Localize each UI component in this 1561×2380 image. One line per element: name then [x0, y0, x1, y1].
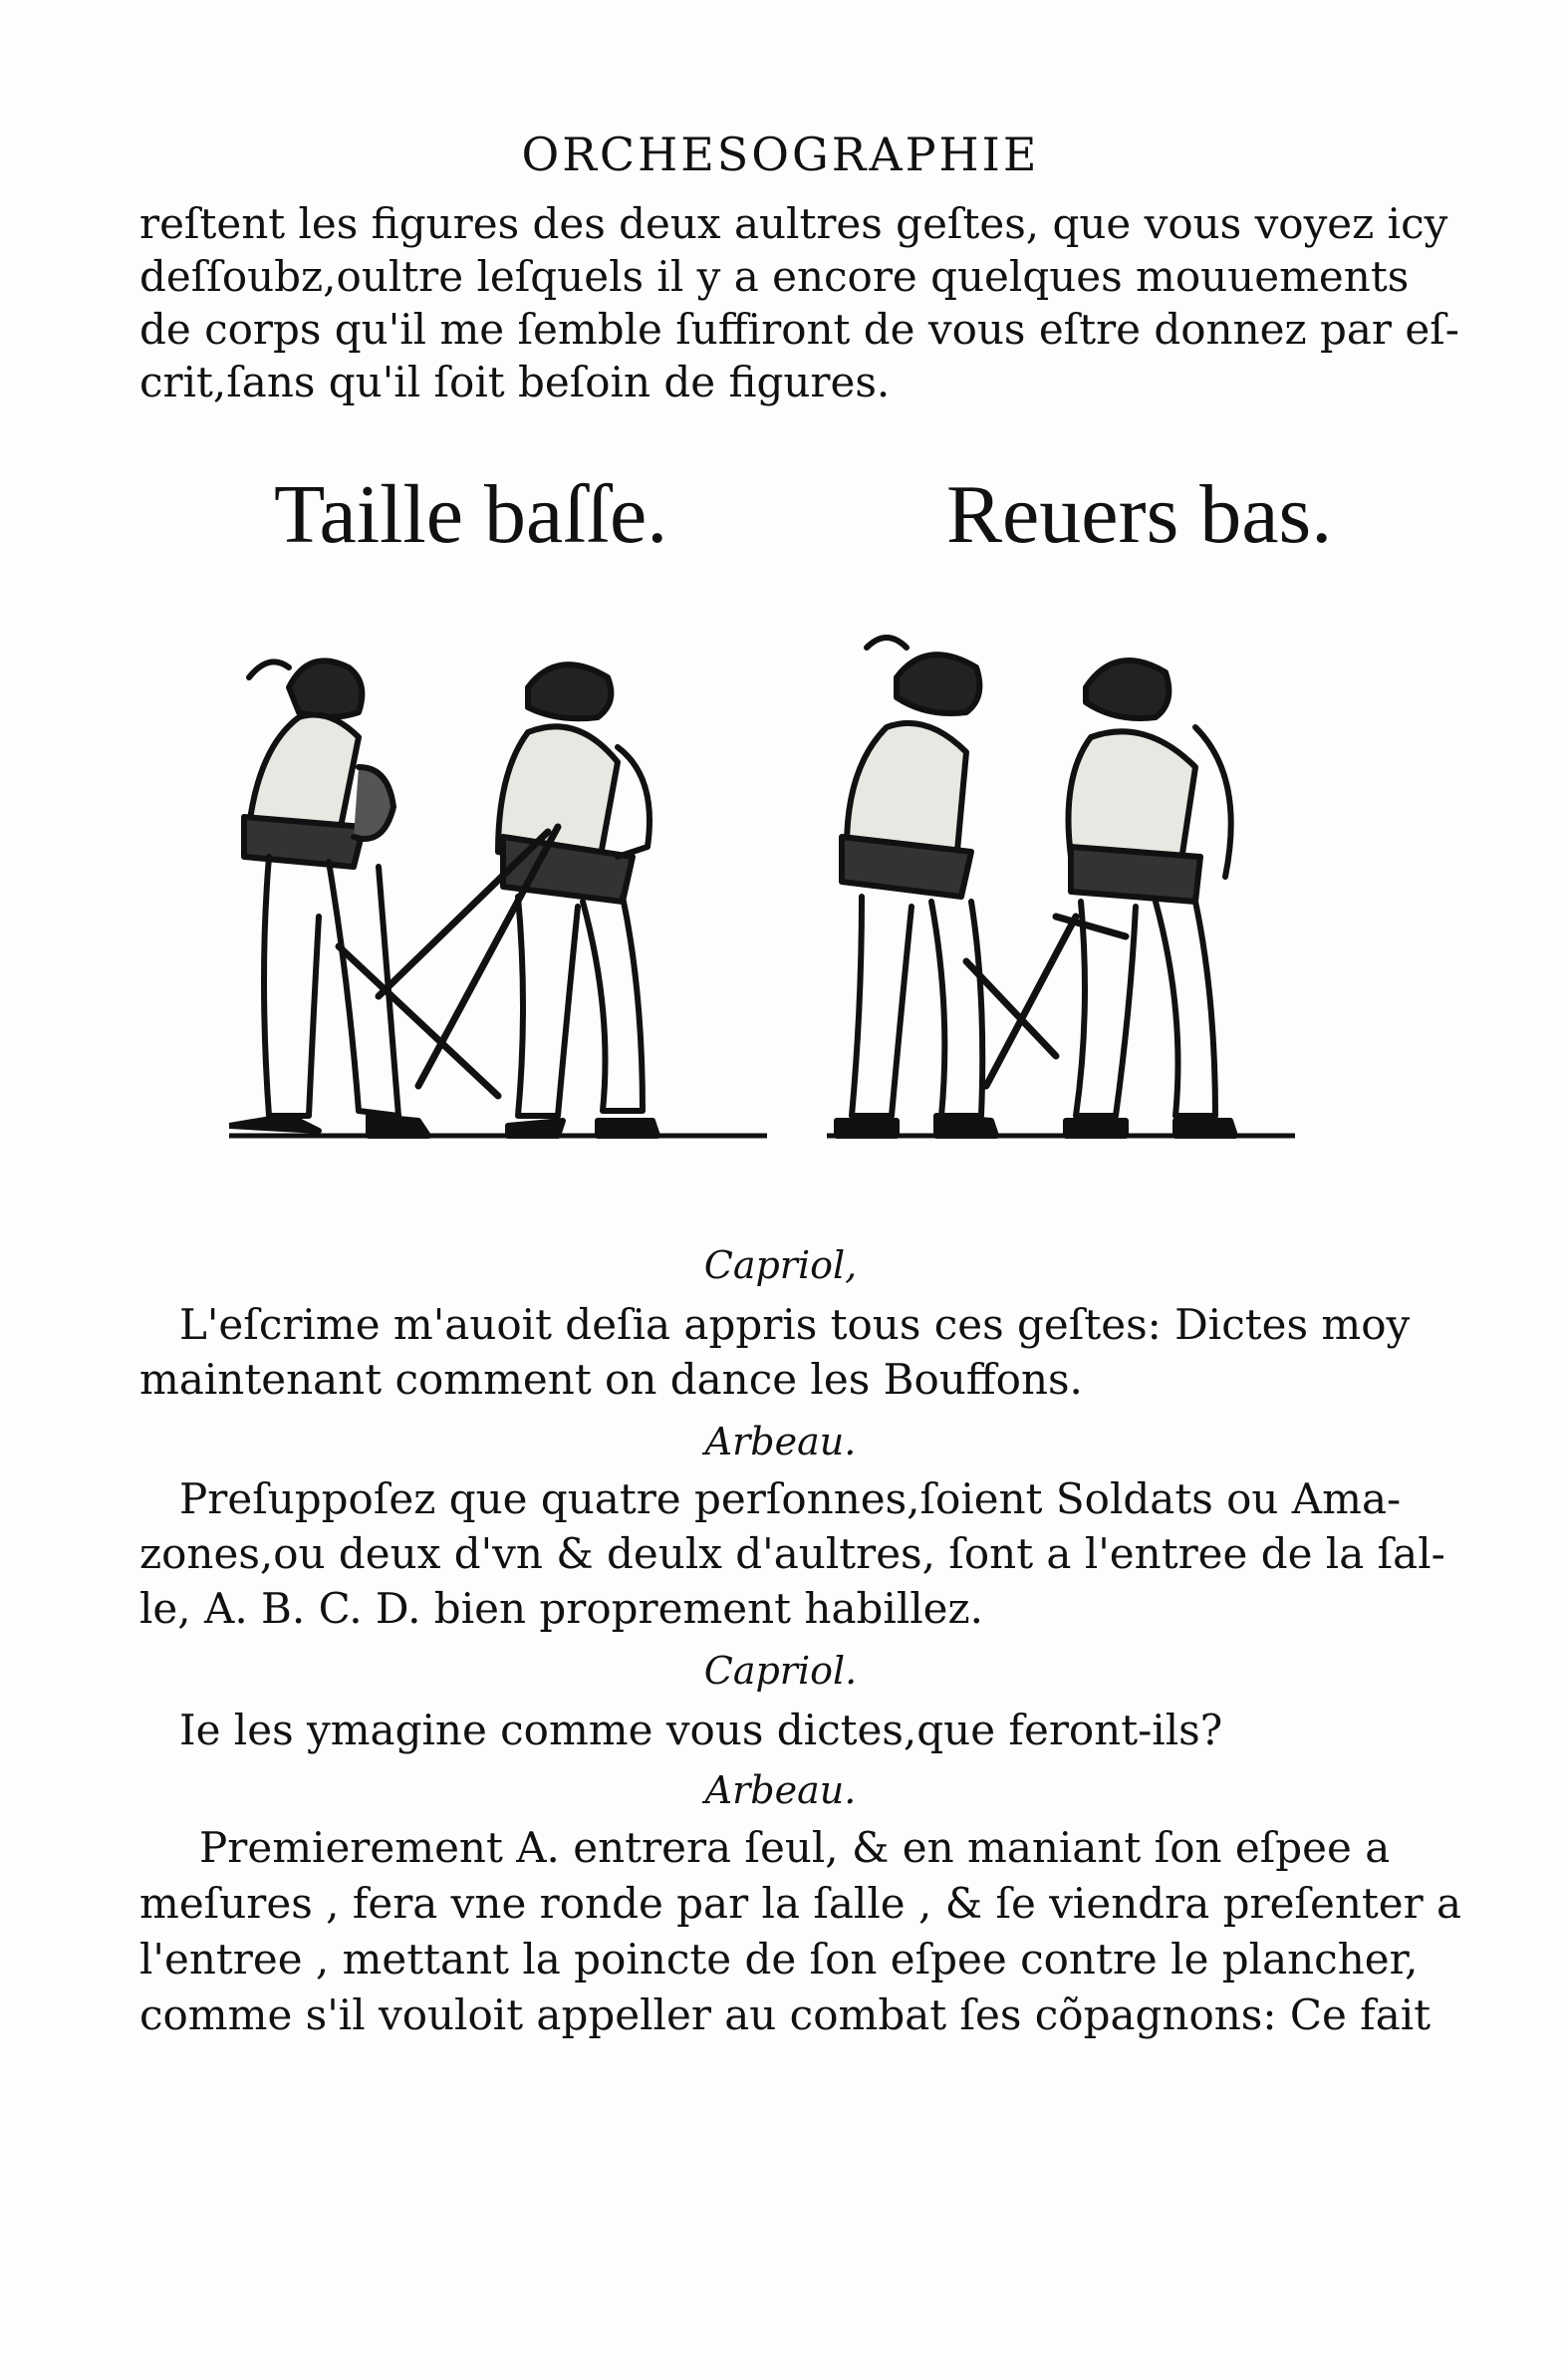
dialogue-line: comme s'il vouloit appeller au combat ſes cõpagnons: Ce fait	[139, 1990, 1431, 2039]
dialogue-line: zones,ou deux d'vn & deulx d'aultres, ſont a l'entree de la ſal-	[139, 1529, 1445, 1578]
dialogue-line: Preſuppoſez que quatre perſonnes,ſoient Soldats ou Ama-	[179, 1474, 1402, 1523]
running-head: ORCHESOGRAPHIE	[521, 128, 1040, 181]
speaker-label: Arbeau.	[704, 1420, 857, 1463]
speaker-label: Capriol,	[703, 1243, 858, 1287]
intro-line: crit,ſans qu'il ſoit beſoin de figures.	[139, 358, 891, 406]
dialogue-line: Ie les ymagine comme vous dictes,que feront-ils?	[179, 1706, 1223, 1754]
dialogue-line: L'eſcrime m'auoit deſia appris tous ces geſtes: Dictes moy	[179, 1300, 1411, 1349]
figure-caption-left: Taille baſſe.	[274, 468, 668, 561]
woodcut-reuers-bas	[827, 618, 1295, 1156]
figure-caption-right: Reuers bas.	[946, 468, 1333, 561]
dialogue-line: maintenant comment on dance les Bouffons.	[139, 1355, 1083, 1404]
intro-line: reſtent les figures des deux aultres geſtes, que vous voyez icy	[139, 199, 1448, 248]
intro-line: de corps qu'il me ſemble ſuffiront de vous eſtre donnez par eſ-	[139, 305, 1459, 354]
woodcut-taille-basse	[229, 618, 767, 1156]
intro-line: deſſoubz,oultre leſquels il y a encore quelques mouuements	[139, 252, 1410, 301]
speaker-label: Capriol.	[703, 1649, 858, 1693]
dialogue-line: l'entree , mettant la poincte de ſon eſpee contre le plancher,	[139, 1935, 1419, 1983]
dialogue-line: meſures , fera vne ronde par la ſalle , & ſe viendra preſenter a	[139, 1879, 1462, 1928]
dialogue-line: le, A. B. C. D. bien proprement habillez.	[139, 1584, 984, 1633]
speaker-label: Arbeau.	[704, 1768, 857, 1812]
dialogue-line: Premierement A. entrera ſeul, & en maniant ſon eſpee a	[199, 1823, 1391, 1872]
